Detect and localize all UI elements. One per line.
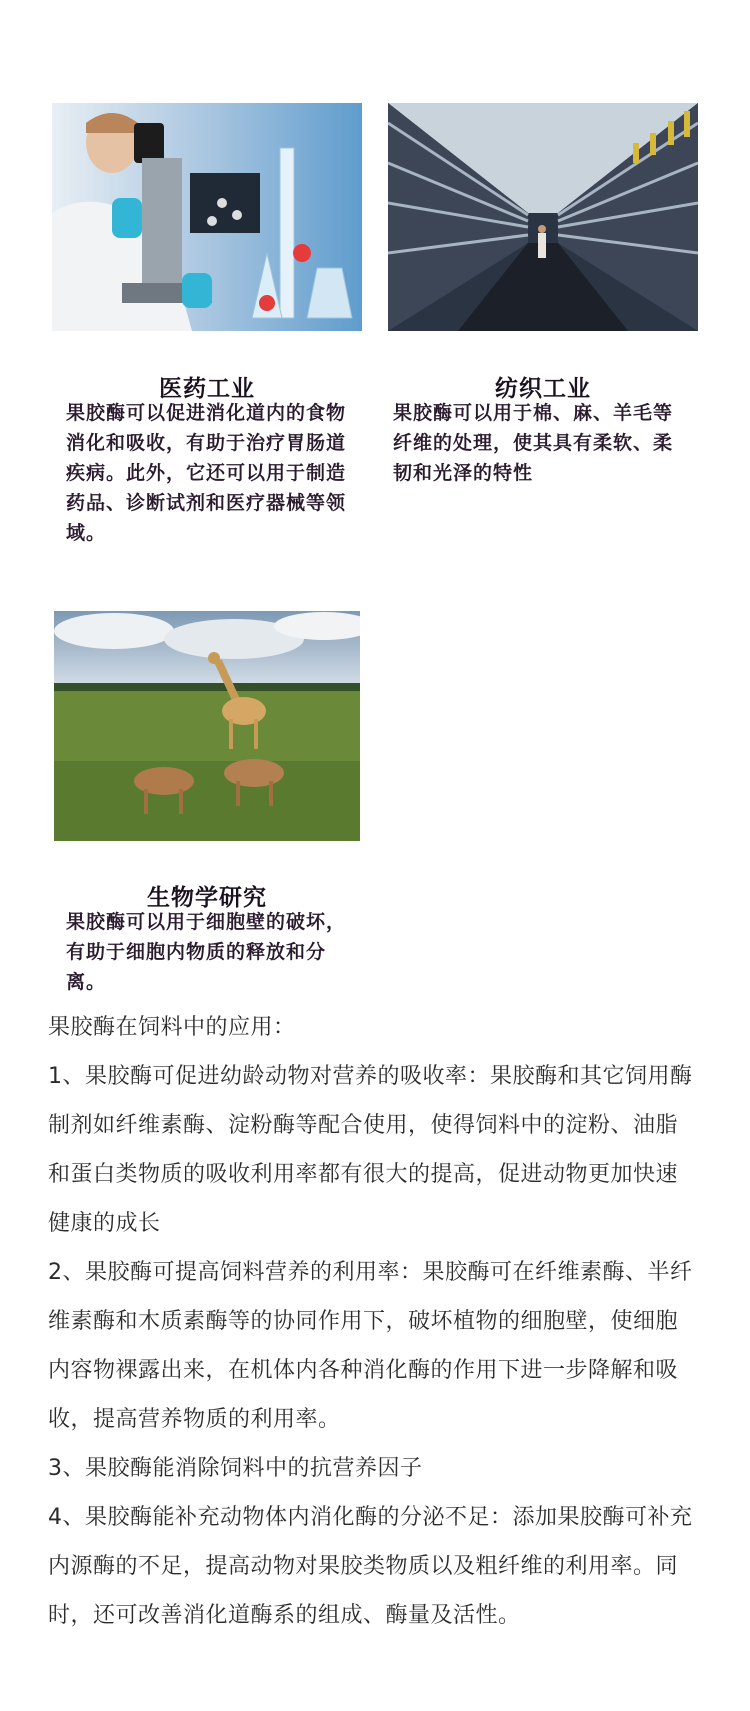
card-title-biology: 生物学研究 xyxy=(147,885,267,911)
card-desc-medicine: 果胶酶可以促进消化道内的食物消化和吸收，有助于治疗胃肠道疾病。此外，它还可以用于制造药品、诊断试剂和医疗器械等领域。 xyxy=(66,402,347,544)
article-point-4: 4、果胶酶能补充动物体内消化酶的分泌不足：添加果胶酶可补充内源酶的不足，提高动物对果胶类物质以及粗纤维的利用率。同时，还可改善消化道酶系的组成、酶量及活性。 xyxy=(48,1505,693,1628)
grassland-animals-photo xyxy=(54,611,360,841)
article-heading: 果胶酶在饲料中的应用： xyxy=(48,1015,296,1040)
card-title-medicine: 医药工业 xyxy=(159,376,255,402)
article-point-3: 3、果胶酶能消除饲料中的抗营养因子 xyxy=(48,1456,423,1481)
card-desc-biology: 果胶酶可以用于细胞壁的破坏，有助于细胞内物质的释放和分离。 xyxy=(66,911,347,993)
textile-factory-photo xyxy=(388,103,698,331)
feed-application-article xyxy=(48,1003,698,1640)
card-title-textile: 纺织工业 xyxy=(495,376,591,402)
scientist-microscope-photo xyxy=(52,103,362,331)
article-point-2: 2、果胶酶可提高饲料营养的利用率：果胶酶可在纤维素酶、半纤维素酶和木质素酶等的协同作用下，破坏植物的细胞壁，使细胞内容物裸露出来，在机体内各种消化酶的作用下进一步降解和吸收，提高营养物质的利用率。 xyxy=(48,1260,693,1432)
card-desc-textile: 果胶酶可以用于棉、麻、羊毛等纤维的处理，使其具有柔软、柔韧和光泽的特性 xyxy=(393,402,674,484)
article-point-1: 1、果胶酶可促进幼龄动物对营养的吸收率：果胶酶和其它饲用酶制剂如纤维素酶、淀粉酶等配合使用，使得饲料中的淀粉、油脂和蛋白类物质的吸收利用率都有很大的提高，促进动物更加快速健康的成长 xyxy=(48,1064,693,1236)
